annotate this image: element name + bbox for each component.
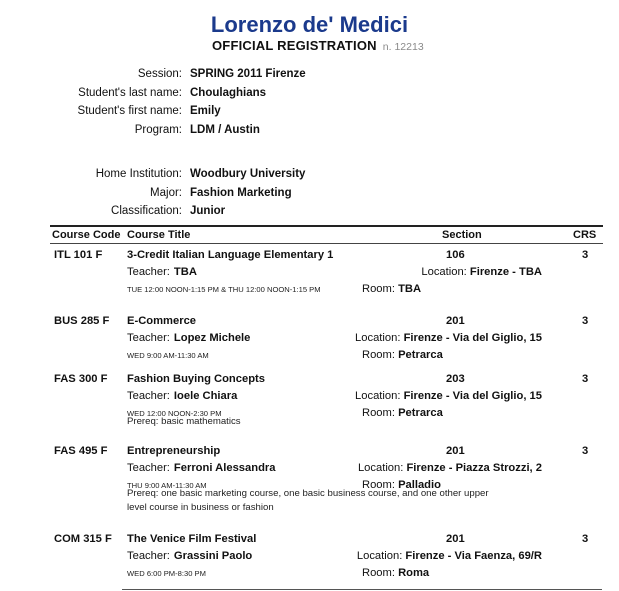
student-label: Program: [134, 123, 182, 136]
teacher-line [127, 390, 237, 402]
teacher-name: Ioele Chiara [173, 390, 238, 402]
course-schedule: WED 12:00 NOON-2:30 PM [127, 409, 222, 418]
location-value: Firenze - Via del Giglio, 15 [403, 390, 542, 402]
course-prereq: Prereq: one basic marketing course, one basic business course, and one other upper level course in business or fashion [127, 488, 489, 513]
student-label: Student's last name: [78, 86, 182, 99]
location-label: Location: [355, 332, 401, 344]
room-value: Roma [398, 567, 430, 579]
course-schedule: TUE 12:00 NOON-1:15 PM & THU 12:00 NOON-1:15 PM [127, 285, 321, 294]
location-label: Location: [421, 266, 467, 278]
student-row [0, 124, 619, 143]
teacher-name: Lopez Michele [173, 332, 251, 344]
academic-label: Home Institution: [95, 168, 182, 180]
location-value: Firenze - TBA [469, 266, 542, 278]
course-schedule: WED 9:00 AM-11:30 AM [127, 351, 209, 360]
course-title: The Venice Film Festival [127, 533, 257, 545]
teacher-label: Teacher: [127, 550, 170, 562]
course-code: COM 315 F [54, 533, 112, 545]
student-row [0, 87, 619, 106]
room-label: Room: [362, 349, 395, 361]
registration-number: n. 12213 [382, 41, 424, 53]
academic-value: Junior [190, 205, 226, 217]
location-line [358, 462, 542, 474]
room-value: Petrarca [398, 349, 443, 361]
academic-value: Woodbury University [190, 168, 306, 180]
course-credits: 3 [582, 533, 589, 545]
teacher-name: Grassini Paolo [173, 550, 253, 562]
location-line [357, 550, 542, 562]
location-value: Firenze - Via Faenza, 69/R [405, 550, 542, 562]
document-title-text: OFFICIAL REGISTRATION [212, 38, 377, 53]
room-line [362, 283, 421, 295]
academic-row [0, 205, 619, 224]
room-line [362, 567, 429, 579]
teacher-line [127, 550, 252, 562]
room-label: Room: [362, 479, 395, 491]
room-value: Palladio [398, 479, 441, 491]
table-header [50, 225, 603, 244]
header-crs: CRS [573, 229, 597, 241]
course-credits: 3 [582, 315, 589, 327]
academic-value: Fashion Marketing [190, 186, 292, 199]
student-info [0, 68, 619, 142]
course-title: Fashion Buying Concepts [127, 373, 265, 385]
course-code: FAS 495 F [54, 445, 108, 457]
course-title: Entrepreneurship [127, 445, 221, 457]
teacher-label: Teacher: [127, 332, 170, 344]
student-value: Emily [190, 105, 221, 117]
header-course-code: Course Code [52, 229, 121, 241]
academic-label: Classification: [111, 205, 182, 217]
course-code: BUS 285 F [54, 315, 110, 327]
course-credits: 3 [582, 373, 589, 385]
course-prereq: Prereq: basic mathematics [127, 416, 241, 427]
academic-info [0, 168, 619, 224]
teacher-label: Teacher: [127, 390, 170, 402]
teacher-line [127, 266, 197, 278]
header-section: Section [442, 229, 482, 241]
header-course-title: Course Title [127, 229, 191, 241]
teacher-label: Teacher: [127, 266, 170, 278]
location-value: Firenze - Via del Giglio, 15 [403, 332, 542, 344]
student-value: Choulaghians [190, 86, 267, 99]
course-section: 201 [446, 533, 465, 545]
course-code: ITL 101 F [54, 249, 103, 261]
room-value: Petrarca [398, 407, 443, 419]
course-credits: 3 [582, 249, 589, 261]
location-line [355, 332, 542, 344]
teacher-name: Ferroni Alessandra [173, 462, 276, 474]
room-label: Room: [362, 407, 395, 419]
student-row [0, 68, 619, 87]
course-section: 203 [446, 373, 465, 385]
student-value: SPRING 2011 Firenze [190, 68, 306, 80]
room-value: TBA [398, 283, 422, 295]
room-label: Room: [362, 283, 395, 295]
course-code: FAS 300 F [54, 373, 108, 385]
student-label: Student's first name: [77, 105, 182, 117]
course-section: 106 [446, 249, 465, 261]
institution-name: Lorenzo de' Medici [210, 12, 409, 37]
location-line [355, 390, 542, 402]
room-line [362, 349, 443, 361]
teacher-line [127, 462, 275, 474]
location-label: Location: [357, 462, 404, 474]
course-credits: 3 [582, 445, 589, 457]
student-value: LDM / Austin [190, 123, 260, 136]
teacher-label: Teacher: [127, 462, 170, 474]
student-label: Session: [137, 68, 182, 80]
course-schedule: THU 9:00 AM-11:30 AM [127, 481, 207, 490]
academic-row [0, 187, 619, 206]
bottom-divider [122, 589, 602, 590]
teacher-name: TBA [173, 266, 197, 278]
location-label: Location: [355, 390, 401, 402]
location-value: Firenze - Piazza Strozzi, 2 [406, 462, 542, 474]
academic-row [0, 168, 619, 187]
document-title [212, 38, 424, 53]
teacher-line [127, 332, 250, 344]
course-section: 201 [446, 445, 465, 457]
course-title: 3-Credit Italian Language Elementary 1 [127, 249, 334, 261]
course-section: 201 [446, 315, 465, 327]
academic-label: Major: [150, 186, 182, 199]
course-schedule: WED 6:00 PM-8:30 PM [127, 569, 206, 578]
location-label: Location: [356, 550, 403, 562]
room-label: Room: [362, 567, 395, 579]
location-line [421, 266, 542, 278]
course-title: E-Commerce [127, 315, 197, 327]
student-row [0, 105, 619, 124]
